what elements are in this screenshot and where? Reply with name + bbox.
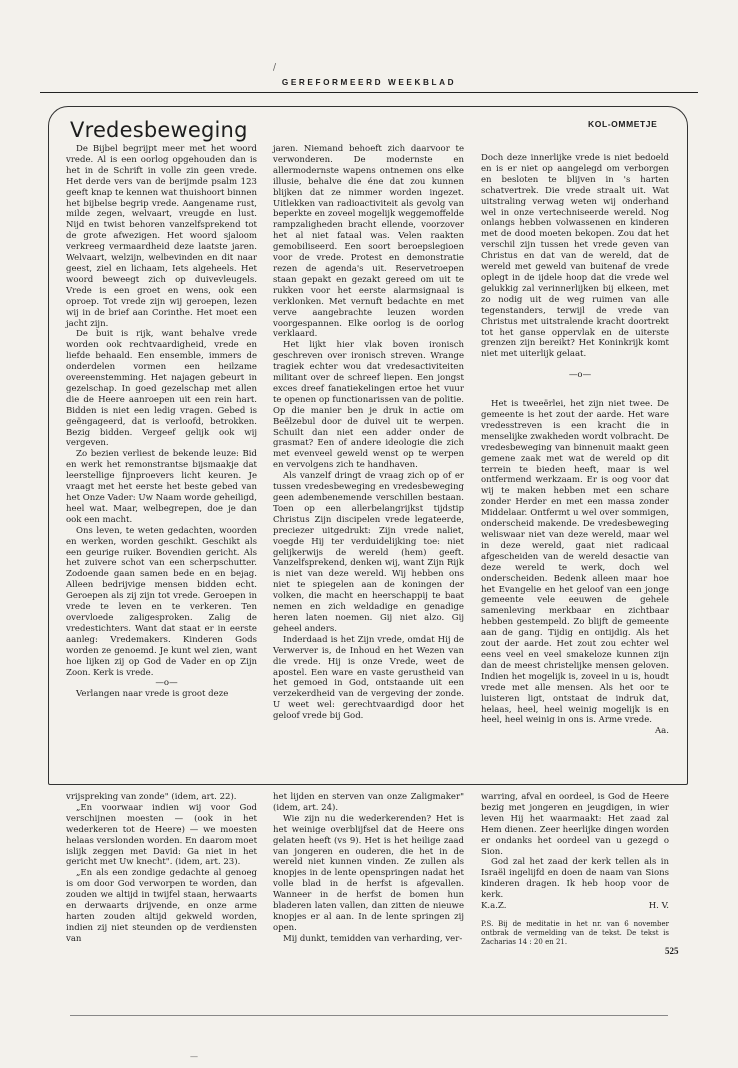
running-header: GEREFORMEERD WEEKBLAD bbox=[281, 78, 457, 87]
bottom-mark: — bbox=[190, 1052, 198, 1061]
paragraph: Het lijkt hier vlak boven ironisch geschreven over ironisch streven. Wrange tragiek echter wou dat vredesactiviteiten militant over de schreef liepen. Een jongst exces dreef fanatiekelingen ertoe het vuur te openen op functionarissen van de politie. Op die manier ben je druk in actie om Beëlzebul door de duivel uit te werpen. Schuilt dan niet een adder onder de grasmat? Een of andere ideologie die zich met evenveel geweld wenst op te werpen en vervolgens zich te handhaven. bbox=[273, 340, 464, 471]
postscript-note: P.S. Bij de meditatie in het nr. van 6 november ontbrak de vermelding van de tekst. De tekst is Zacharias 14 : 20 en 21. bbox=[481, 919, 669, 946]
paragraph: Zo bezien verliest de bekende leuze: Bid en werk het remonstrantse bijsmaakje dat leerstellige fijnproevers licht keuren. Je vraagt met het eerste het beste gebed van het Onze Vader: Uw Naam worde geheiligd, heel wat. Maar, welbegrepen, doe je dan ook een macht. bbox=[66, 449, 257, 525]
bottom-rule bbox=[70, 1015, 668, 1016]
paragraph: „En als een zondige gedachte al genoeg is om door God verworpen te worden, dan zouden we altijd in twijfel staan, herwaarts en derwaarts drijvende, en onze arme harten zouden altijd gekweld worden, indien zij niet steunden op de verdiensten van bbox=[66, 868, 257, 944]
article-column-1 bbox=[66, 144, 257, 700]
author-signature: Aa. bbox=[655, 726, 669, 737]
paragraph: jaren. Niemand behoeft zich daarvoor te verwonderen. De modernste en allermodernste wapens ontnemen ons elke illusie, behalve die éne dat zou kunnen blijken dat ze nimmer worden ingezet. Uitlekken van radioactiviteit als gevolg van beperkte en zoveel mogelijk weggemoffelde rampzaligheden bracht ellende, voorzover het al niet fataal was. Velen raakten gemobiliseerd. Een soort beroepslegioen voor de vrede. Protest en demonstratie rezen de agenda's uit. Reservetroepen staan gepakt en gezakt gereed om uit te rukken voor het eerste alarmsignaal is verklonken. Met vernuft bedachte en met verve aangebrachte leuzen worden voorgespannen. Elke oorlog is de oorlog verklaard. bbox=[273, 144, 464, 340]
paragraph: „En voorwaar indien wij voor God verschijnen moesten — (ook in het wederkeren tot de Heere) — we moesten helaas verslonden worden. En daarom moet islijk zeggen met David: Ga niet in het gericht met Uw knecht". (idem, art. 23). bbox=[66, 802, 258, 868]
paragraph: het lijden en sterven van onze Zaligmaker" (idem, art. 24). bbox=[273, 792, 464, 813]
signature-line bbox=[481, 901, 669, 912]
page-number: 525 bbox=[665, 946, 679, 956]
paragraph: Het is tweeërlei, het zijn niet twee. De gemeente is het zout der aarde. Het ware vredesstreven is een kracht die in menselijke zwakheden wordt volbracht. De vredesbeweging van binnenuit maakt geen gemene zaak met wat de wereld op dit terrein te bieden heeft, maar is wel ontfermend werkzaam. Er is oog voor dat wij te maken hebben met een schare zonder Herder en met een massa zonder Middelaar. Ontfermt u wel over sommigen, onderscheid makende. De vredesbeweging weliswaar niet van deze wereld, maar wel in deze wereld, gaat niet radicaal afgescheiden van de wereld desactie van deze wereld te werk, doch wel onderscheiden. Bedenk alleen maar hoe het Evangelie en het geloof van een jonge gemeente vele eeuwen de gehele samenleving merkbaar en zichtbaar hebben gestempeld. Zo blijft de gemeente aan de gang. Tijdig en ontijdig. Als het zout der aarde. Het zout zou echter wel eens veel en veel smakeloze kunnen zijn dan de meest christelijke mensen geloven. Indien het mogelijk is, zoveel in u is, houdt vrede met alle mensen. Als het oor te luisteren ligt, ontstaat de indruk dat, helaas, heel, heel weinig mogelijk is en heel, heel weinig in ons is. Arme vrede. bbox=[481, 399, 669, 726]
article-column-2 bbox=[273, 144, 464, 722]
paragraph: De buit is rijk, want behalve vrede worden ook rechtvaardigheid, vrede en liefde behaald. Een ensemble, immers de onderdelen vormen een heilzame overeenstemming. Het najagen gebeurt in gezelschap. In goed gezelschap met allen die de Heere aanroepen uit een rein hart. Bidden is niet een ledig vragen. Gebed is geëngageerd, dat is verloofd, betrokken. Bezig bidden. Vergeef gelijk ook wij vergeven. bbox=[66, 329, 257, 449]
paragraph: Mij dunkt, temidden van verharding, ver- bbox=[283, 933, 463, 944]
section-separator: —o— bbox=[155, 678, 178, 689]
paragraph: Inderdaad is het Zijn vrede, omdat Hij de Verwerver is, de Inhoud en het Wezen van die vrede. Hij is onze Vrede, weet de apostel. Een ware en vaste gerustheid van het gemoed in God, ontstaande uit een verzekerdheid van de vergeving der zonde. U weet wel: gerechtvaardigd door het geloof vrede bij God. bbox=[273, 634, 464, 722]
paragraph: vrijspreking van zonde" (idem, art. 22). bbox=[66, 792, 237, 802]
article-column-3 bbox=[481, 153, 669, 737]
paragraph: Verlangen naar vrede is groot deze bbox=[76, 689, 229, 700]
margin-mark: / bbox=[273, 63, 277, 73]
paragraph: God zal het zaad der kerk tellen als in Israël ingelijfd en doen de naam van Sions kinderen dragen. Ik heb hoop voor de kerk. bbox=[481, 857, 669, 901]
header-rule bbox=[40, 92, 698, 93]
section-separator: —o— bbox=[568, 370, 592, 381]
article-title: Vredesbeweging bbox=[70, 118, 248, 142]
paragraph: Wie zijn nu die wederkerenden? Het is het weinige overblijfsel dat de Heere ons gelaten heeft (vs 9). Het is het heilige zaad van jongeren en ouderen, die het in de wereld niet kunnen vinden. Ze zullen als knopjes in de lente openspringen nadat het volle blad in de herfst is afgevallen. Wanneer in de herfst de bomen hun bladeren laten vallen, dan zitten de nieuwe knopjes er al aan. In de lente springen zij open. bbox=[273, 813, 464, 933]
section-label: KOL-OMMETJE bbox=[588, 119, 658, 129]
footer-column-1 bbox=[66, 792, 257, 945]
paragraph: Doch deze innerlijke vrede is niet bedoeld en is er niet op aangelegd om verborgen en besloten te blijven in 's harten schatvertrek. Die vrede straalt uit. Wat uitstraling verwag weten wij onderhand wel in onze vertechniseerde wereld. Nog onlangs hebben volwassenen en kinderen met de dood moeten bekopen. Zou dat het verschil zijn tussen het vrede geven van Christus en dat van de wereld, dat de wereld met geweld van buitenaf de vrede oplegt in de ijdele hoop dat die vrede wel gelukkig zal verinnerlijken bij elkeen, met zo nodig uit de weg ruimen van alle tegenstanders, terwijl de vrede van Christus met uitstralende kracht doortrekt tot het ganse oppervlak en de uiterste grenzen zijn bereikt? Het Koninkrijk komt niet met uiterlijk gelaat. bbox=[481, 153, 669, 360]
paragraph: De Bijbel begrijpt meer met het woord vrede. Al is een oorlog opgehouden dan is het in de Schrift in volle zin geen vrede. Het derde vers van de berijmde psalm 123 geeft knap te kennen wat thuishoort binnen het bijbelse begrip vrede. Aangename rust, milde zegen, welvaart, vreugde en lust. Nijd en twist behoren vanzelfsprekend tot de grote afwezigen. Het woord sjaloom verkreeg vermaardheid deze laatste jaren. Welvaart, welzijn, welbevinden en dit naar geest, ziel en lichaam, Iets algeheels. Het woord beweegt zich op duivevleugels. Vrede is een groet en wens, ook een oproep. Tot vrede zijn wij geroepen, lezen wij in de brief aan Corinthe. Het moet een jacht zijn. bbox=[66, 144, 257, 329]
signature-right: H. V. bbox=[648, 901, 669, 912]
footer-column-2 bbox=[273, 792, 464, 945]
signature-left: K.a.Z. bbox=[481, 901, 507, 912]
paragraph: Ons leven, te weten gedachten, woorden en werken, worden geschikt. Geschikt als een geurige ruiker. Bovendien gericht. Als het zuivere schot van een scherpschutter. Zodoende gaan samen bede en en bejag. Alleen bedrijvige mensen bidden echt. Geroepen als zij zijn tot vrede. Geroepen in vrede te leven en te verkeren. Ten overvloede zaligesproken. Zalig de vredestichters. Want dat staat er in eerste aanleg: Vredemakers. Kinderen Gods worden ze genoemd. Je kunt wel zien, want hoe lijken zij op God de Vader en op Zijn Zoon. Kerk is vrede. bbox=[66, 525, 257, 678]
footer-column-3 bbox=[481, 792, 669, 946]
paragraph: Als vanzelf dringt de vraag zich op of er tussen vredesbeweging en vredesbeweging geen adembenemende verschillen bestaan. Toen op een allerbelangrijkst tijdstip Christus Zijn discipelen vrede legateerde, preciezer uitgedrukt: Zijn vrede naliet, voegde Hij ter verduidelijking toe: niet gelijkerwijs de wereld (hem) geeft. Vanzelfsprekend, denken wij, want Zijn Rijk is niet van deze wereld. Wij hebben ons niet te spiegelen aan de koningen der volken, die macht en heerschappij te baat nemen en zich weldadige en genadige heren laten noemen. Gij niet alzo. Gij geheel anders. bbox=[273, 471, 464, 634]
paragraph: warring, afval en oordeel, is God de Heere bezig met jongeren en jeugdigen, in wier leven Hij het waarmaakt: Het zaad zal Hem dienen. Zeer heerlijke dingen worden er ondanks het oordeel van u gezegd o Sion. bbox=[481, 792, 669, 857]
